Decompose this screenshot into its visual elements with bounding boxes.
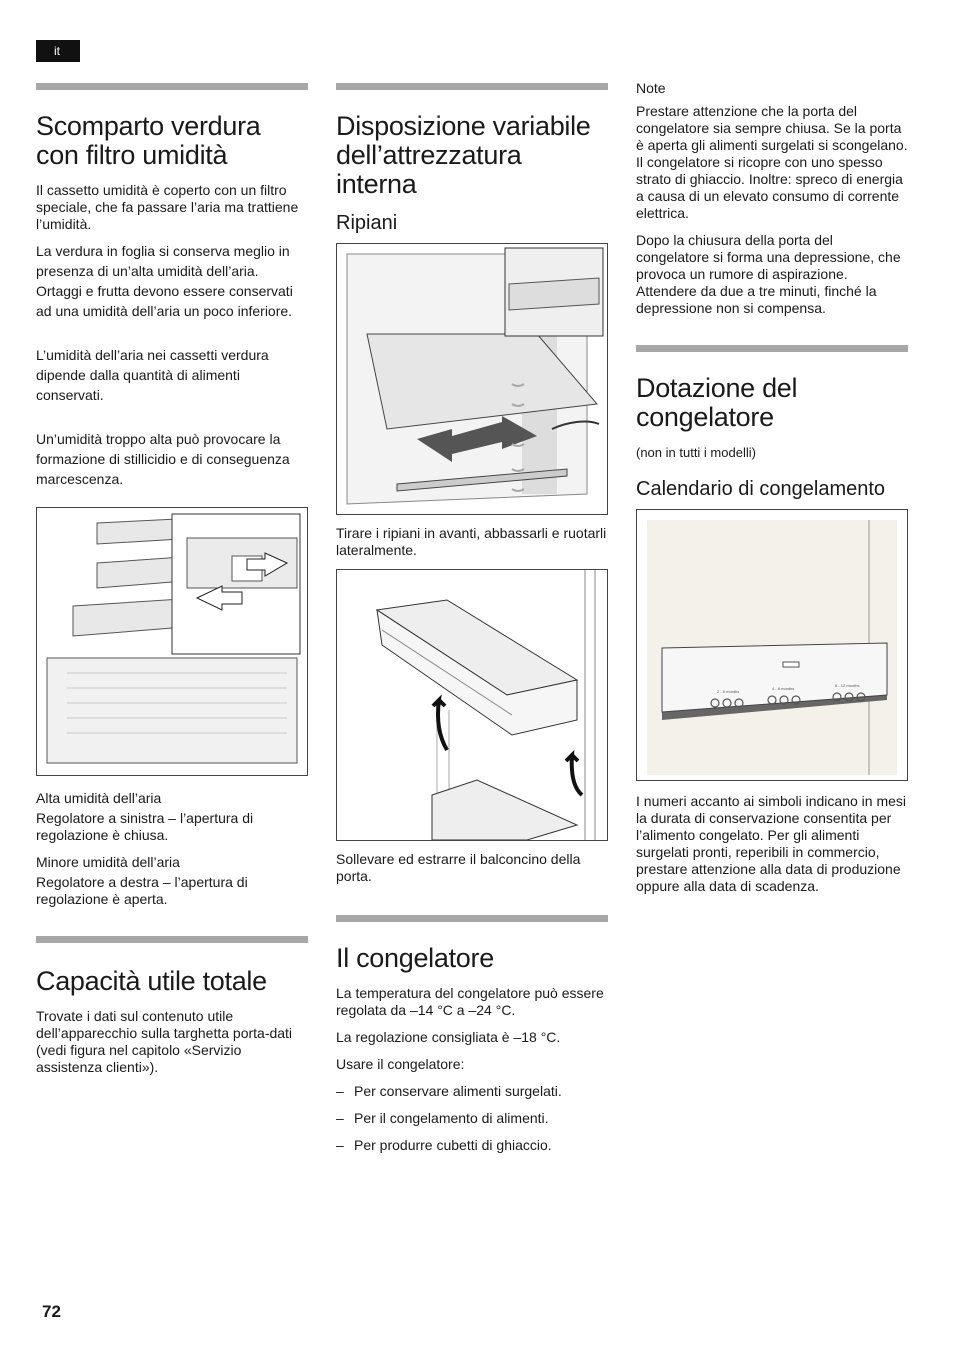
section-rule bbox=[36, 936, 308, 943]
paragraph: Regolatore a destra – l’apertura di regolazione è aperta. bbox=[36, 874, 248, 907]
calendar-label: 4 - 8 months bbox=[772, 686, 795, 691]
calendar-label: 2 - 6 months bbox=[717, 689, 740, 694]
section-title-freezer-equipment: Dotazione del congelatore bbox=[636, 373, 798, 432]
column-left bbox=[36, 83, 308, 1084]
caption-shelves: Tirare i ripiani in avanti, abbassarli e ruotarli lateralmente. bbox=[336, 525, 607, 558]
language-tag: it bbox=[36, 40, 80, 62]
paragraph: La verdura in foglia si conserva meglio in presenza di un’alta umidità dell’aria. Ortaggi e frutta devono essere conservati ad una umidità dell’aria un poco inferiore. bbox=[36, 243, 293, 319]
paragraph: Regolatore a sinistra – l’apertura di regolazione è chiusa. bbox=[36, 810, 254, 843]
section-title-freezer: Il congelatore bbox=[336, 943, 494, 973]
section-title-interior-layout: Disposizione variabile dell’attrezzatura interna bbox=[336, 111, 591, 199]
paragraph: La temperatura del congelatore può essere regolata da –14 °C a –24 °C. bbox=[336, 985, 604, 1018]
section-rule bbox=[336, 915, 608, 922]
shelves-illustration bbox=[336, 243, 608, 515]
list-item: – Per conservare alimenti surgelati. bbox=[336, 1083, 608, 1100]
section-title-total-capacity: Capacità utile totale bbox=[36, 966, 267, 996]
label-high-humidity: Alta umidità dell’aria bbox=[36, 790, 162, 806]
column-middle bbox=[336, 83, 608, 1162]
page-number: 72 bbox=[42, 1302, 61, 1321]
label-low-humidity: Minore umidità dell’aria bbox=[36, 854, 180, 870]
humidity-drawer-illustration bbox=[36, 507, 308, 776]
paragraph: Usare il congelatore: bbox=[336, 1056, 465, 1072]
paragraph: Un’umidità troppo alta può provocare la formazione di stillicidio e di conseguenza marcescenza. bbox=[36, 431, 290, 487]
door-shelf-illustration bbox=[336, 569, 608, 841]
freezing-calendar-illustration bbox=[636, 509, 908, 781]
subnote: (non in tutti i modelli) bbox=[636, 445, 756, 460]
column-right bbox=[636, 80, 908, 903]
note-paragraph: Prestare attenzione che la porta del congelatore sia sempre chiusa. Se la porta è aperta gli alimenti surgelati si scongelano. Il congelatore si ricopre con uno spesso strato di ghiaccio. Inoltre: spreco di energia a causa di un elevato consumo di corrente elettrica. bbox=[636, 103, 908, 221]
note-label: Note bbox=[636, 80, 666, 96]
subtitle-freezing-calendar: Calendario di congelamento bbox=[636, 478, 886, 500]
list-item: – Per il congelamento di alimenti. bbox=[336, 1110, 608, 1127]
section-rule bbox=[636, 345, 908, 352]
section-rule bbox=[336, 83, 608, 90]
calendar-label: 8 - 12 months bbox=[835, 683, 860, 688]
paragraph: La regolazione consigliata è –18 °C. bbox=[336, 1029, 561, 1045]
paragraph: Trovate i dati sul contenuto utile dell’apparecchio sulla targhetta porta-dati (vedi figura nel capitolo «Servizio assistenza clienti»). bbox=[36, 1008, 293, 1075]
paragraph: L’umidità dell’aria nei cassetti verdura dipende dalla quantità di alimenti conservati. bbox=[36, 347, 269, 403]
section-rule bbox=[36, 83, 308, 90]
paragraph: I numeri accanto ai simboli indicano in mesi la durata di conservazione consentita per l’alimento congelato. Per gli alimenti surgelati pronti, reperibili in commercio, prestare attenzione alla data di produzione oppure alla data di scadenza. bbox=[636, 793, 907, 894]
paragraph: Il cassetto umidità è coperto con un filtro speciale, che fa passare l’aria ma trattiene l’umidità. bbox=[36, 182, 299, 232]
caption-door-shelf: Sollevare ed estrarre il balconcino della porta. bbox=[336, 851, 581, 884]
note-paragraph: Dopo la chiusura della porta del congelatore si forma una depressione, che provoca un rumore di aspirazione. Attendere da due a tre minuti, finché la depressione non si compensa. bbox=[636, 232, 901, 316]
list-item: – Per produrre cubetti di ghiaccio. bbox=[336, 1137, 608, 1154]
subtitle-shelves: Ripiani bbox=[336, 212, 398, 234]
section-title-vegetable-drawer: Scomparto verdura con filtro umidità bbox=[36, 111, 261, 170]
